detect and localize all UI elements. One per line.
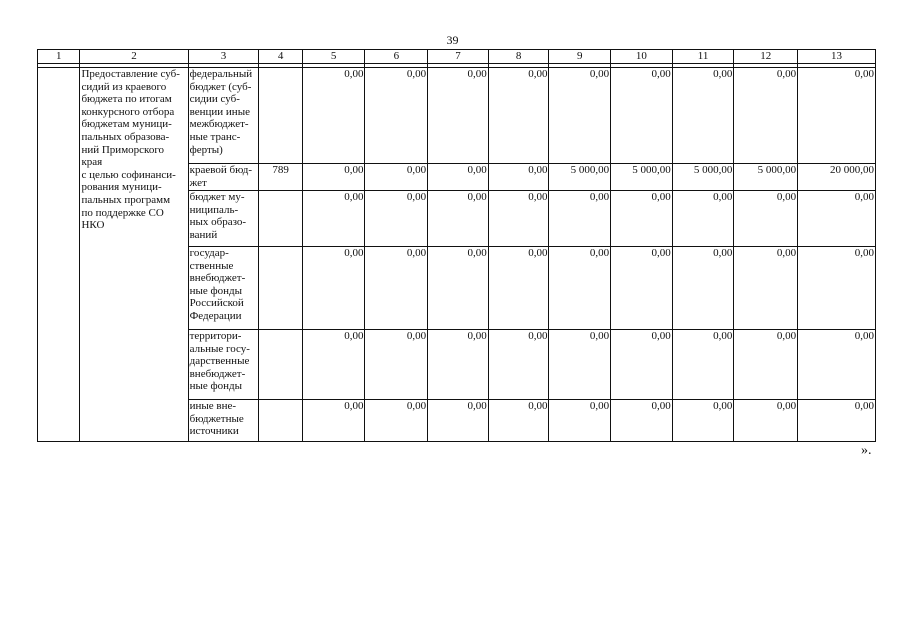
closing-quote: ». [861, 443, 872, 458]
amount-cell: 20 000,00 [798, 164, 876, 191]
column-header: 3 [188, 50, 259, 64]
column-header: 1 [38, 50, 80, 64]
amount-cell: 0,00 [672, 247, 734, 330]
amount-cell: 0,00 [798, 247, 876, 330]
amount-cell: 5 000,00 [549, 164, 611, 191]
amount-cell: 0,00 [549, 191, 611, 247]
amount-cell: 0,00 [734, 247, 798, 330]
amount-cell: 0,00 [365, 68, 428, 164]
amount-cell: 0,00 [798, 330, 876, 400]
page-number: 39 [446, 33, 459, 47]
amount-cell: 5 000,00 [611, 164, 673, 191]
amount-cell: 0,00 [428, 191, 489, 247]
column-header: 6 [365, 50, 428, 64]
table-row [38, 68, 876, 164]
amount-cell: 0,00 [672, 400, 734, 442]
amount-cell: 0,00 [549, 400, 611, 442]
column-header: 11 [672, 50, 734, 64]
column-header-row [38, 50, 876, 64]
amount-cell: 0,00 [672, 191, 734, 247]
budget-code-cell [259, 400, 302, 442]
budget-code-cell: 789 [259, 164, 302, 191]
amount-cell: 0,00 [302, 247, 365, 330]
column-header: 5 [302, 50, 365, 64]
amount-cell: 0,00 [672, 330, 734, 400]
column-header: 12 [734, 50, 798, 64]
column-header: 9 [549, 50, 611, 64]
budget-code-cell [259, 247, 302, 330]
amount-cell: 5 000,00 [734, 164, 798, 191]
column-header: 13 [798, 50, 876, 64]
amount-cell: 0,00 [734, 68, 798, 164]
amount-cell: 0,00 [365, 400, 428, 442]
funding-source-cell: краевой бюд- жет [188, 164, 259, 191]
funding-source-cell: бюджет му- ниципаль- ных образо- ваний [188, 191, 259, 247]
amount-cell: 0,00 [488, 164, 549, 191]
amount-cell: 0,00 [549, 247, 611, 330]
amount-cell: 0,00 [611, 191, 673, 247]
amount-cell: 0,00 [428, 68, 489, 164]
amount-cell: 0,00 [549, 68, 611, 164]
amount-cell: 0,00 [428, 330, 489, 400]
amount-cell: 0,00 [611, 247, 673, 330]
amount-cell: 0,00 [302, 330, 365, 400]
budget-code-cell [259, 68, 302, 164]
amount-cell: 0,00 [798, 400, 876, 442]
column-header: 10 [611, 50, 673, 64]
amount-cell: 0,00 [672, 68, 734, 164]
funding-source-cell: территори- альные госу- дарственные внебюджет- ные фонды [188, 330, 259, 400]
amount-cell: 0,00 [798, 68, 876, 164]
amount-cell: 0,00 [734, 330, 798, 400]
amount-cell: 0,00 [365, 247, 428, 330]
budget-table [37, 49, 876, 442]
amount-cell: 0,00 [365, 330, 428, 400]
amount-cell: 0,00 [611, 330, 673, 400]
amount-cell: 0,00 [428, 247, 489, 330]
amount-cell: 5 000,00 [672, 164, 734, 191]
amount-cell: 0,00 [734, 400, 798, 442]
budget-code-cell [259, 191, 302, 247]
amount-cell: 0,00 [302, 164, 365, 191]
amount-cell: 0,00 [488, 247, 549, 330]
amount-cell: 0,00 [611, 68, 673, 164]
amount-cell: 0,00 [302, 400, 365, 442]
column-header: 4 [259, 50, 302, 64]
amount-cell: 0,00 [365, 191, 428, 247]
funding-source-cell: федеральный бюджет (суб- сидии суб- венции иные межбюджет- ные транс- ферты) [188, 68, 259, 164]
amount-cell: 0,00 [549, 330, 611, 400]
amount-cell: 0,00 [488, 68, 549, 164]
column-header: 2 [80, 50, 188, 64]
amount-cell: 0,00 [428, 164, 489, 191]
measure-description: Предоставление суб- сидий из краевого бюджета по итогам конкурсного отбора бюджетам муници- пальных образова- ний Приморского края с целью софинанси- рования муници- пальных программ по поддержке СО НКО [80, 68, 188, 442]
budget-code-cell [259, 330, 302, 400]
amount-cell: 0,00 [611, 400, 673, 442]
amount-cell: 0,00 [798, 191, 876, 247]
funding-source-cell: государ- ственные внебюджет- ные фонды Российской Федерации [188, 247, 259, 330]
funding-source-cell: иные вне- бюджетные источники [188, 400, 259, 442]
column-header: 7 [428, 50, 489, 64]
column-header: 8 [488, 50, 549, 64]
amount-cell: 0,00 [302, 191, 365, 247]
amount-cell: 0,00 [365, 164, 428, 191]
amount-cell: 0,00 [488, 400, 549, 442]
amount-cell: 0,00 [488, 330, 549, 400]
row-number-cell [38, 68, 80, 442]
amount-cell: 0,00 [488, 191, 549, 247]
amount-cell: 0,00 [428, 400, 489, 442]
amount-cell: 0,00 [734, 191, 798, 247]
amount-cell: 0,00 [302, 68, 365, 164]
